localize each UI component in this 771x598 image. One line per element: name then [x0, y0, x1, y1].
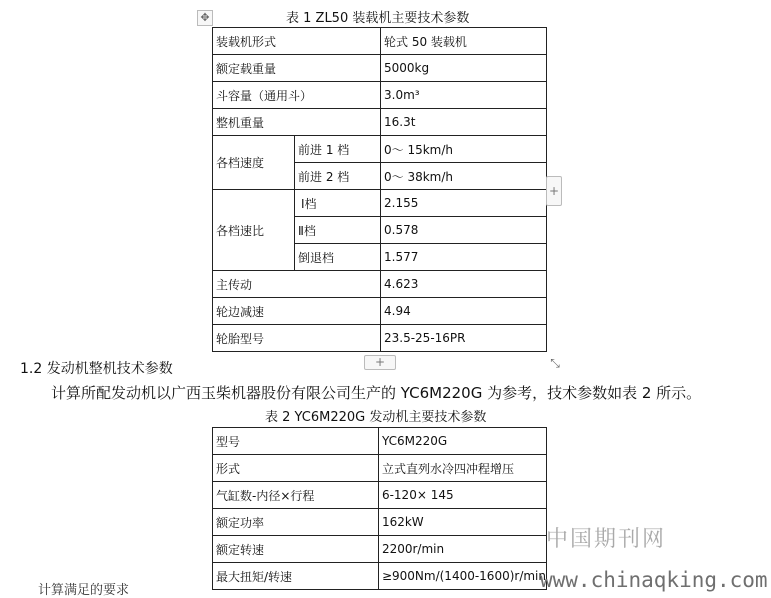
- table-row: [213, 136, 547, 163]
- table-row: [213, 563, 547, 590]
- table-row: [213, 271, 547, 298]
- cell-label: 型号: [213, 428, 379, 455]
- table-row: [213, 298, 547, 325]
- cell-group-label: 各档速比: [213, 190, 295, 271]
- cell-value: 1.577: [381, 244, 547, 271]
- cell-value: 0～ 38km/h: [381, 163, 547, 190]
- table2-caption: 表 2 YC6M220G 发动机主要技术参数: [265, 410, 487, 425]
- cell-label: 斗容量（通用斗）: [213, 82, 381, 109]
- table-row: [213, 482, 547, 509]
- section-heading: 1.2 发动机整机技术参数: [20, 361, 173, 377]
- table-row: [213, 509, 547, 536]
- cell-value: ≥900Nm/(1400-1600)r/min: [378, 563, 546, 590]
- cell-sublabel: Ⅱ档: [295, 217, 381, 244]
- watermark-url: www.chinaqking.com: [540, 568, 768, 592]
- table-row: [213, 455, 547, 482]
- body-paragraph: 计算所配发动机以广西玉柴机器股份有限公司生产的 YC6M220G 为参考，技术参数如表 2 所示。: [51, 384, 702, 402]
- table-move-handle-icon[interactable]: ✥: [197, 10, 213, 26]
- cell-value: 0.578: [381, 217, 547, 244]
- cell-value: YC6M220G: [378, 428, 546, 455]
- cell-label: 轮边减速: [213, 298, 381, 325]
- cell-label: 额定载重量: [213, 55, 381, 82]
- cell-label: 主传动: [213, 271, 381, 298]
- add-column-icon[interactable]: +: [546, 176, 562, 206]
- table-row: [213, 536, 547, 563]
- cell-value: 6-120× 145: [378, 482, 546, 509]
- table-row: [213, 28, 547, 55]
- cell-value: 16.3t: [381, 109, 547, 136]
- resize-handle-icon[interactable]: ⤡: [550, 356, 560, 370]
- cell-sublabel: 前进 1 档: [295, 136, 381, 163]
- cell-label: 轮胎型号: [213, 325, 381, 352]
- cell-value: 2200r/min: [378, 536, 546, 563]
- cell-value: 立式直列水冷四冲程增压: [378, 455, 546, 482]
- cell-label: 气缸数-内径×行程: [213, 482, 379, 509]
- table-row: [213, 190, 547, 217]
- cell-sublabel: 倒退档: [295, 244, 381, 271]
- cell-value: 4.94: [381, 298, 547, 325]
- cut-off-text: 计算满足的要求: [38, 583, 130, 598]
- cell-value: 4.623: [381, 271, 547, 298]
- cell-value: 5000kg: [381, 55, 547, 82]
- cell-label: 最大扭矩/转速: [213, 563, 379, 590]
- table-row: [213, 428, 547, 455]
- cell-value: 23.5-25-16PR: [381, 325, 547, 352]
- cell-value: 0～ 15km/h: [381, 136, 547, 163]
- add-row-icon[interactable]: +: [364, 355, 396, 370]
- cell-value: 轮式 50 装载机: [381, 28, 547, 55]
- table1-caption: 表 1 ZL50 装载机主要技术参数: [286, 11, 470, 26]
- table2: [212, 427, 547, 590]
- watermark-text: 中国期刊网: [546, 527, 667, 552]
- cell-sublabel: 前进 2 档: [295, 163, 381, 190]
- cell-label: 整机重量: [213, 109, 381, 136]
- cut-off-line: [38, 583, 158, 598]
- cell-label: 额定功率: [213, 509, 379, 536]
- table-row: [213, 55, 547, 82]
- cell-label: 额定转速: [213, 536, 379, 563]
- cell-label: 装载机形式: [213, 28, 381, 55]
- cell-value: 3.0m³: [381, 82, 547, 109]
- table-row: [213, 82, 547, 109]
- cell-label: 形式: [213, 455, 379, 482]
- cell-group-label: 各档速度: [213, 136, 295, 190]
- cell-value: 162kW: [378, 509, 546, 536]
- cell-value: 2.155: [381, 190, 547, 217]
- table-row: [213, 109, 547, 136]
- table-row: [213, 325, 547, 352]
- table1: [212, 27, 547, 352]
- cell-sublabel: Ⅰ档: [295, 190, 381, 217]
